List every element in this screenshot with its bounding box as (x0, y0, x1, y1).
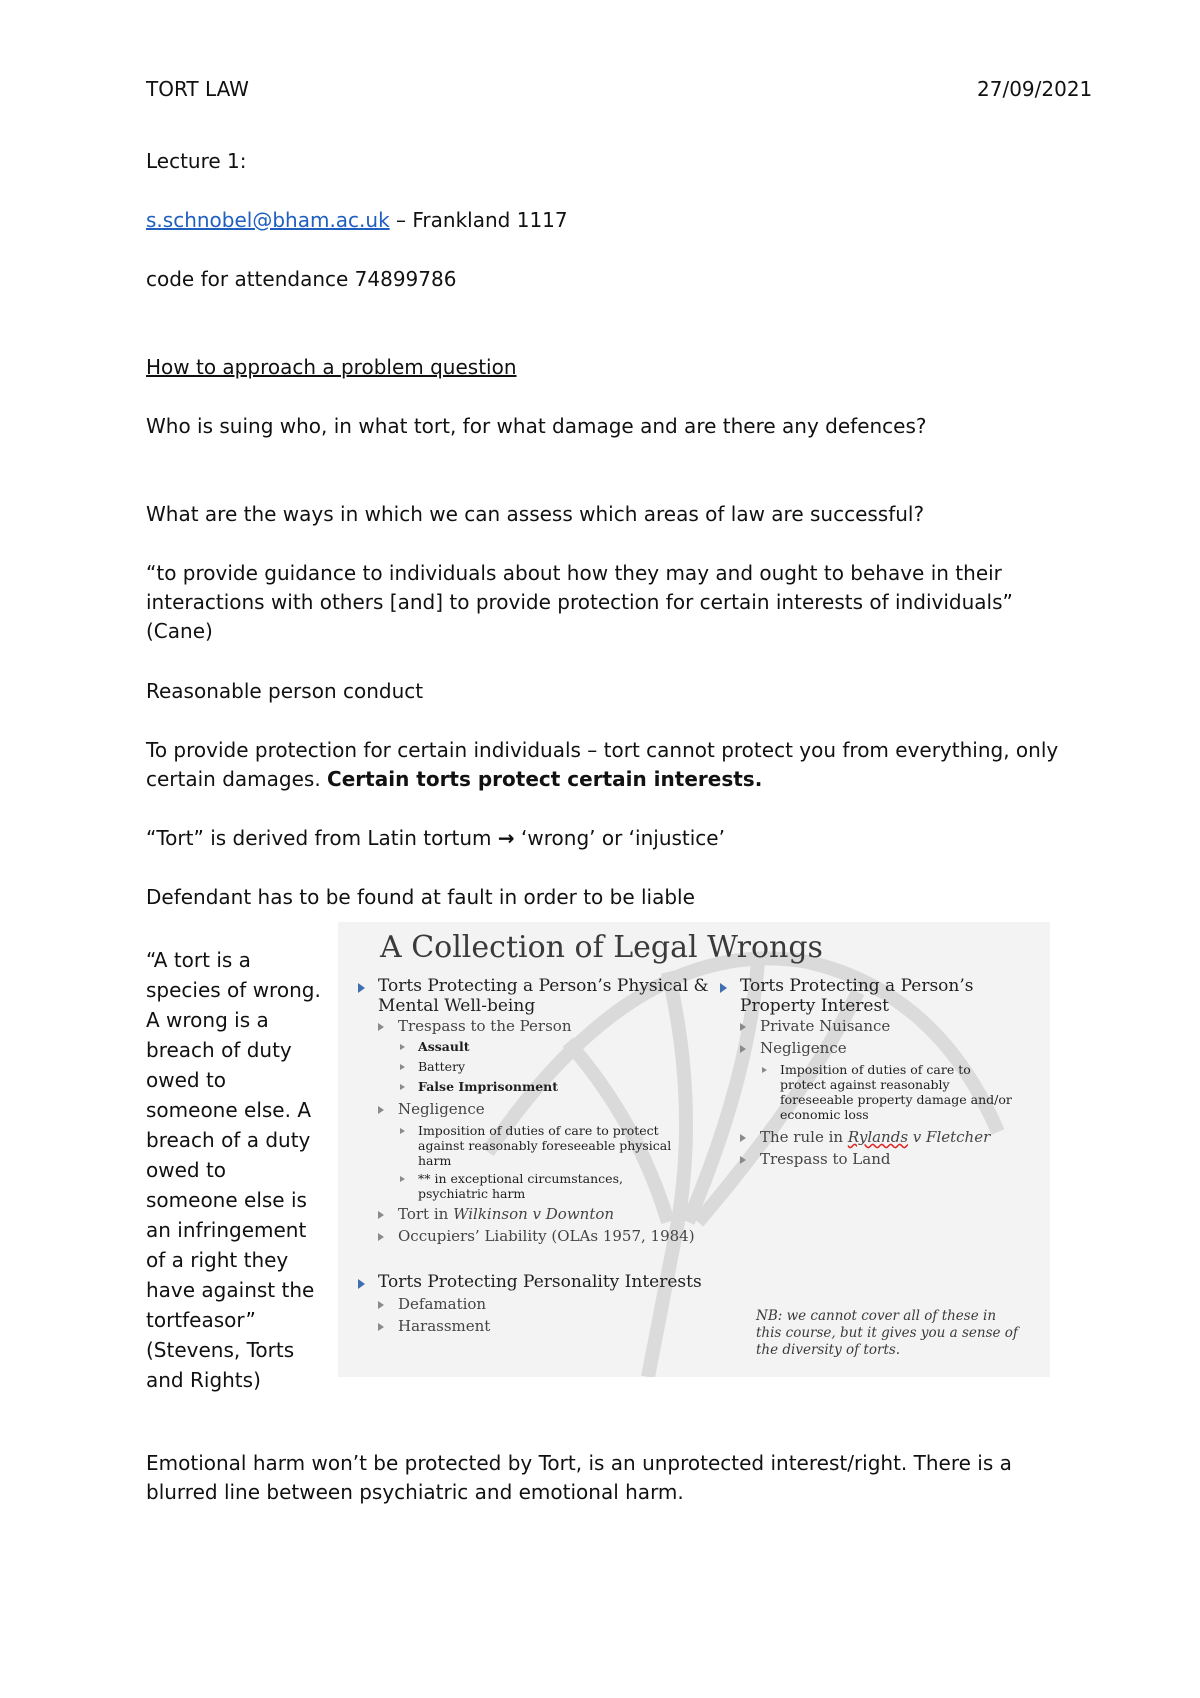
emotional-harm-line-1: Emotional harm won’t be protected by Tort, is an unprotected interest/right. There is a (146, 1451, 1012, 1475)
psychiatric-line-2: psychiatric harm (418, 1186, 526, 1201)
stevens-quote: “A tort is a species of wrong. A wrong is a breach of duty owed to someone else. A breach of a duty owed to someone else is an infringement of a right they have against the tortfeasor” (Stevens, Torts and Rights) (146, 948, 321, 1392)
property-heading-line-1: Torts Protecting a Person’s (740, 976, 974, 996)
battery-item: Battery (418, 1059, 466, 1074)
bullet-arrow-icon (400, 1064, 405, 1070)
physical-heading-line-2: Mental Well-being (378, 996, 536, 1016)
trespass-person-item: Trespass to the Person (398, 1017, 572, 1035)
document-date: 27/09/2021 (977, 77, 1093, 101)
etymology-text: “Tort” is derived from Latin tortum (146, 826, 498, 850)
protection-line-1: To provide protection for certain individuals – tort cannot protect you from everything, only (146, 738, 1059, 762)
note-line-1: NB: we cannot cover all of these in (756, 1308, 997, 1324)
negligence-property-line-4: economic loss (780, 1107, 869, 1122)
private-nuisance-item: Private Nuisance (760, 1017, 891, 1035)
slide-note (756, 1308, 1050, 1359)
note-line-2: this course, but it gives you a sense of (756, 1325, 1018, 1341)
bullet-arrow-icon (378, 1023, 384, 1031)
bullet-arrow-icon (378, 1323, 384, 1331)
legal-wrongs-slide (338, 922, 1050, 1377)
psychiatric-line-1: ** in exceptional circumstances, (418, 1171, 623, 1186)
email-link[interactable]: s.schnobel@bham.ac.uk (146, 208, 390, 232)
rylands-case-name: Rylands (847, 1128, 909, 1146)
question-assess-law: What are the ways in which we can assess which areas of law are successful? (146, 502, 925, 526)
negligence-physical-line-3: harm (418, 1153, 452, 1168)
bullet-arrow-icon (358, 1279, 365, 1289)
contact-line (146, 206, 568, 235)
cane-quote-line-1: “to provide guidance to individuals about how they may and ought to behave in their (146, 561, 1002, 585)
rylands-prefix: The rule in (760, 1128, 848, 1146)
lecture-heading: Lecture 1: (146, 149, 247, 173)
attendance-code: code for attendance 74899786 (146, 267, 457, 291)
trespass-land-item: Trespass to Land (760, 1150, 891, 1168)
property-heading-line-2: Property Interest (740, 996, 890, 1016)
negligence-property-line-1: Imposition of duties of care to (780, 1062, 971, 1077)
wilkinson-prefix: Tort in (398, 1205, 454, 1223)
emotional-harm-line-2: blurred line between psychiatric and emotional harm. (146, 1480, 684, 1504)
defamation-item: Defamation (398, 1295, 487, 1313)
negligence-physical-line-1: Imposition of duties of care to protect (418, 1123, 659, 1138)
occupiers-item: Occupiers’ Liability (OLAs 1957, 1984) (398, 1227, 695, 1245)
wilkinson-item (398, 1205, 614, 1224)
protection-line-2 (146, 765, 762, 794)
bullet-arrow-icon (400, 1084, 405, 1090)
note-line-3: the diversity of torts. (756, 1342, 901, 1358)
bullet-arrow-icon (400, 1128, 405, 1134)
document-title: TORT LAW (146, 77, 249, 101)
bullet-arrow-icon (400, 1176, 405, 1182)
protection-plain: certain damages. (146, 767, 328, 791)
assault-item: Assault (418, 1039, 470, 1054)
negligence-property-line-3: foreseeable property damage and/or (780, 1092, 1012, 1107)
etymology-meaning: ‘wrong’ or ‘injustice’ (514, 826, 725, 850)
negligence-item: Negligence (398, 1100, 485, 1118)
rylands-item (760, 1128, 990, 1147)
cane-citation: (Cane) (146, 619, 213, 643)
bullet-arrow-icon (378, 1301, 384, 1309)
personality-heading: Torts Protecting Personality Interests (378, 1272, 702, 1292)
slide-title: A Collection of Legal Wrongs (380, 930, 823, 965)
bullet-arrow-icon (400, 1044, 405, 1050)
harassment-item: Harassment (398, 1317, 491, 1335)
section-heading: How to approach a problem question (146, 355, 517, 379)
fault-line: Defendant has to be found at fault in order to be liable (146, 885, 695, 909)
bullet-arrow-icon (720, 983, 727, 993)
bullet-arrow-icon (740, 1045, 746, 1053)
bullet-arrow-icon (378, 1106, 384, 1114)
bullet-arrow-icon (740, 1134, 746, 1142)
protection-bold: Certain torts protect certain interests. (327, 767, 763, 791)
right-arrow-icon: → (497, 826, 515, 850)
bullet-arrow-icon (358, 983, 365, 993)
reasonable-person: Reasonable person conduct (146, 679, 424, 703)
negligence-physical-line-2: against reasonably foreseeable physical (418, 1138, 672, 1153)
bullet-arrow-icon (740, 1023, 746, 1031)
negligence-property-line-2: protect against reasonably (780, 1077, 950, 1092)
cane-quote-line-2: interactions with others [and] to provide protection for certain interests of individuals” (146, 590, 1013, 614)
etymology-line (146, 824, 725, 853)
bullet-arrow-icon (740, 1156, 746, 1164)
question-who-suing: Who is suing who, in what tort, for what damage and are there any defences? (146, 414, 927, 438)
bullet-arrow-icon (378, 1211, 384, 1219)
wilkinson-case: Wilkinson v Downton (453, 1205, 615, 1223)
bullet-arrow-icon (378, 1233, 384, 1241)
false-imprisonment-item: False Imprisonment (418, 1079, 559, 1094)
bullet-arrow-icon (762, 1067, 767, 1073)
office-location: – Frankland 1117 (389, 208, 568, 232)
negligence-property-item: Negligence (760, 1039, 847, 1057)
fletcher-case-name: v Fletcher (908, 1128, 991, 1146)
physical-heading-line-1: Torts Protecting a Person’s Physical & (378, 976, 709, 996)
